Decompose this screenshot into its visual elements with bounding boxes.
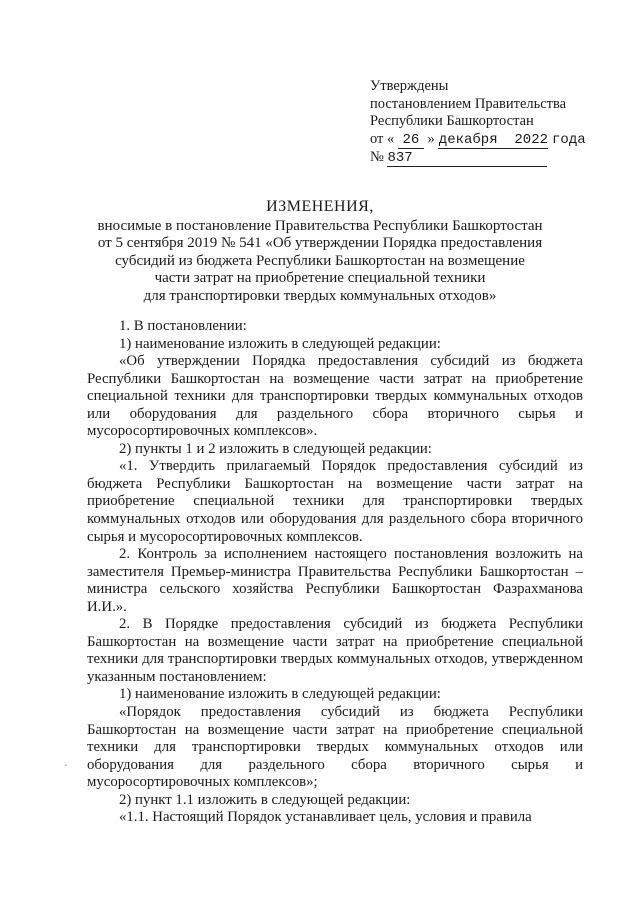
date-year-word: года: [552, 131, 586, 148]
paragraph: 2) пункты 1 и 2 изложить в следующей редакции:: [119, 440, 432, 457]
approval-line-2: постановлением Правительства: [370, 95, 567, 112]
paragraph: «Об утверждении Порядка предоставления субсидий из бюджета Республики Башкортостан на возмещение части затрат на приобретение специальной техники для транспортировки твердых коммунальных отходов или оборудования для раздельного сбора вторичного сырья и мусоросортировочных комплексов».: [87, 353, 583, 440]
approval-block: [370, 78, 586, 167]
date-day: 26: [398, 133, 424, 149]
paragraph: 2. Контроль за исполнением настоящего постановления возложить на заместителя Премьер-министра Правительства Республики Башкортостан – министра сельского хозяйства Республики Башкортостан Фазрахманова И.И.».: [87, 546, 583, 615]
paragraph: «Порядок предоставления субсидий из бюджета Республики Башкортостан на возмещение части затрат на приобретение специальной техники для транспортировки твердых коммунальных отходов или оборудования для раздельного сбора вторичного сырья и мусоросортировочных комплексов»;: [87, 704, 583, 791]
title-line: для транспортировки твердых коммунальных отходов»: [143, 287, 497, 304]
document-title: [0, 198, 640, 306]
number-prefix: №: [370, 149, 384, 166]
paragraph: 1) наименование изложить в следующей редакции:: [119, 686, 441, 703]
approval-line-1: Утверждены: [370, 78, 449, 94]
document-body: [87, 318, 583, 827]
scan-mark: ·: [64, 758, 68, 772]
date-prefix: от «: [370, 130, 395, 147]
approval-date: [370, 131, 586, 150]
approval-line-3: Республики Башкортостан: [370, 113, 534, 130]
title-heading: ИЗМЕНЕНИЯ,: [266, 198, 374, 215]
date-mid: »: [427, 130, 435, 147]
paragraph: 2) пункт 1.1 изложить в следующей редакции:: [119, 791, 411, 808]
title-line: части затрат на приобретение специальной техники: [154, 270, 486, 287]
paragraph: «1.1. Настоящий Порядок устанавливает цель, условия и правила: [119, 809, 532, 826]
paragraph: «1. Утвердить прилагаемый Порядок предоставления субсидий из бюджета Республики Башкортостан на возмещение части затрат на приобретение специальной техники для транспортировки твердых коммунальных отходов или оборудования для раздельного сбора вторичного сырья и мусоросортировочных комплексов.: [87, 458, 583, 545]
date-month-year: декабря 2022: [438, 131, 549, 148]
number-value: 837: [387, 151, 547, 167]
title-line: вносимые в постановление Правительства Республики Башкортостан: [97, 217, 543, 234]
paragraph: 1. В постановлении:: [119, 318, 247, 334]
paragraph: 1) наименование изложить в следующей редакции:: [119, 335, 441, 352]
approval-number: [370, 149, 586, 167]
title-line: субсидий из бюджета Республики Башкортостан на возмещение: [115, 252, 525, 269]
title-line: от 5 сентября 2019 № 541 «Об утверждении Порядка предоставления: [97, 235, 543, 252]
paragraph: 2. В Порядке предоставления субсидий из бюджета Республики Башкортостан на возмещение части затрат на приобретение специальной техники для транспортировки твердых коммунальных отходов, утвержденном указанным постановлением:: [87, 616, 583, 685]
